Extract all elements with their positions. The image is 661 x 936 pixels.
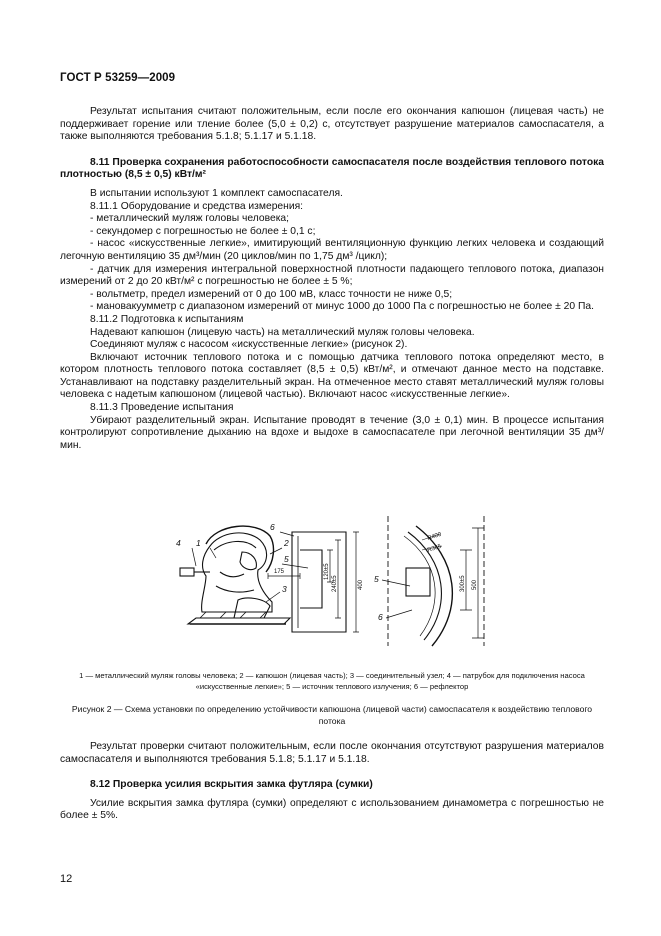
figure-2 <box>60 506 604 656</box>
label-6-right: 6 <box>378 612 383 622</box>
equipment-item: - насос «искусственные легкие», имитирующий вентиляционную функцию легких человека и создающий легочную вентиляцию 35 дм³/мин (20 циклов/мин по 1,75 дм³ /цикл); <box>60 238 604 262</box>
equipment-heading: 8.11.1 Оборудование и средства измерения: <box>90 200 304 212</box>
page-number: 12 <box>60 873 73 885</box>
label-2: 2 <box>284 538 289 548</box>
label-3: 3 <box>282 584 287 594</box>
section-8-11-title: 8.11 Проверка сохранения работоспособности самоспасателя после воздействия теплового потока плотностью (8,5 ± 0,5) кВт/м² <box>60 156 604 181</box>
connection-unit <box>234 598 270 618</box>
prep-heading: 8.11.2 Подготовка к испытаниям <box>90 313 244 325</box>
dim-120: 120±5 <box>324 563 330 580</box>
label-5: 5 <box>284 554 289 564</box>
intro-paragraph: Результат испытания считают положительным, если после его окончания капюшон (лицевая часть) не поддерживает горение или тление более (5,0 ± 0,2) с, отсутствует разрушение материалов самоспасателя, а также выполняются требования 5.1.8; 5.1.17 и 5.1.18. <box>60 106 604 143</box>
figure-caption: Рисунок 2 — Схема установки по определению устойчивости капюшона (лицевой части) самоспасателя к воздействию теплового потока <box>71 704 593 726</box>
dim-240: 240±5 <box>332 575 338 592</box>
page-header: ГОСТ Р 53259—2009 <box>60 72 176 84</box>
main-text <box>60 106 604 452</box>
dim-400: 400 <box>358 579 364 590</box>
prep-paragraph: Соединяют муляж с насосом «искусственные легкие» (рисунок 2). <box>90 339 408 351</box>
test-paragraph: Убирают разделительный экран. Испытание проводят в течение (3,0 ± 0,1) мин. В процессе испытания контролируют сопротивление дыханию на вдохе и выдохе в самоспасателе при легочной вентиляции 35 дм³/мин. <box>60 414 604 451</box>
label-5-right: 5 <box>374 574 379 584</box>
prep-paragraph: Надевают капюшон (лицевую часть) на металлический муляж головы человека. <box>90 326 475 338</box>
dim-r400: R400 <box>426 531 443 542</box>
heat-source-top <box>406 568 430 596</box>
prep-paragraph: Включают источник теплового потока и с помощью датчика теплового потока определяют место, в котором плотность теплового потока составляет (8,5 ± 0,5) кВт/м², и отмечают данное место на подставке. Устанавливают на подставку разделительный экран. На отмеченное место ставят металлический муляж головы человека с надетым капюшоном (лицевой частью). Включают насос «искусственные легкие». <box>60 351 604 401</box>
after-figure-text <box>60 741 604 823</box>
kit-paragraph: В испытании используют 1 комплект самоспасателя. <box>90 187 343 199</box>
stand <box>188 618 290 624</box>
dim-500: 500 <box>472 579 478 590</box>
dim-r365: R365 <box>426 543 443 554</box>
pump-pipe <box>180 568 194 576</box>
test-heading: 8.11.3 Проведение испытания <box>90 402 234 414</box>
equipment-item: - мановакуумметр с диапазоном измерений от минус 1000 до 1000 Па с погрешностью не более ± 20 Па. <box>90 301 594 313</box>
equipment-item: - металлический муляж головы человека; <box>90 213 290 225</box>
figure-legend: 1 — металлический муляж головы человека; 2 — капюшон (лицевая часть); 3 — соединительный узел; 4 — патрубок для подключения насоса «искусственные легкие»; 5 — источник теплового излучения; 6 — рефлектор <box>79 671 585 691</box>
result-paragraph: Результат проверки считают положительным, если после окончания отсутствуют разрушения материалов самоспасателя и выполняются требования 5.1.8; 5.1.17 и 5.1.18. <box>60 741 604 765</box>
label-1: 1 <box>196 538 201 548</box>
setup-diagram <box>60 506 604 656</box>
heat-source <box>300 550 322 608</box>
section-8-12-text: Усилие вскрытия замка футляра (сумки) определяют с использованием динамометра с погрешностью не более ± 5%. <box>60 797 604 822</box>
label-6: 6 <box>270 522 275 532</box>
label-4: 4 <box>176 538 181 548</box>
equipment-item: - вольтметр, предел измерений от 0 до 100 мВ, класс точности не ниже 0,5; <box>90 288 453 300</box>
section-8-12-title: 8.12 Проверка усилия вскрытия замка футляра (сумки) <box>90 779 373 791</box>
dim-175: 175 <box>274 569 285 575</box>
dim-300: 300±5 <box>460 575 466 592</box>
equipment-item: - секундомер с погрешностью не более ± 0,1 с; <box>90 225 316 237</box>
equipment-item: - датчик для измерения интегральной поверхностной плотности падающего теплового потока, диапазон измерений от 2 до 20 кВт/м² с погрешностью не более ± 5 %; <box>60 263 604 288</box>
